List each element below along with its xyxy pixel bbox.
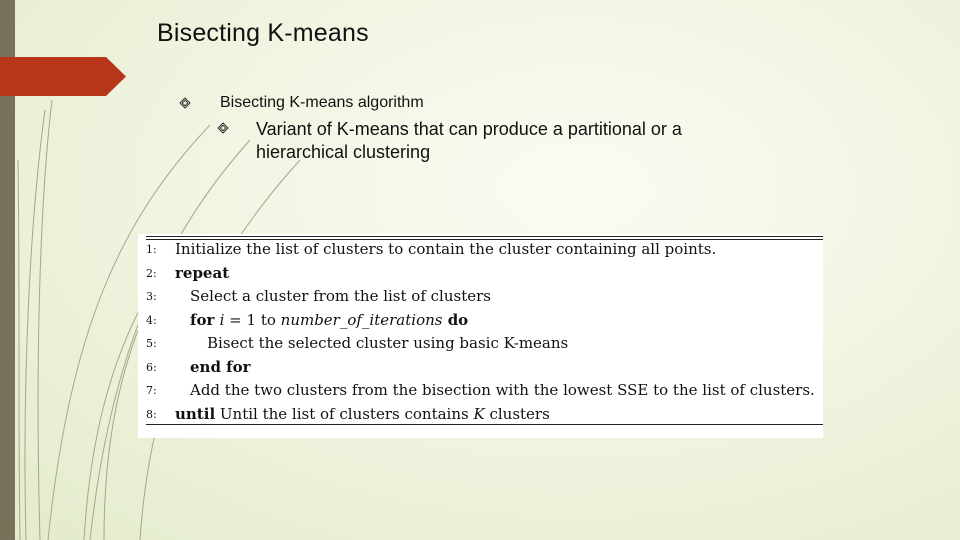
algorithm-line-text (175, 264, 229, 282)
algorithm-text-part: Add the two clusters from the bisection with the lowest SSE to the list of clusters. (190, 381, 815, 399)
algorithm-line-number: 1: (146, 243, 157, 256)
algorithm-text-part: clusters (484, 404, 550, 423)
bullet-level2-text: Variant of K-means that can produce a partitional or a hierarchical clustering (256, 119, 682, 162)
algorithm-keyword: for (190, 310, 220, 329)
algorithm-variable: number_of_iterations (280, 310, 443, 329)
slide-title: Bisecting K-means (157, 19, 369, 47)
algorithm-line-number: 4: (146, 313, 157, 327)
algorithm-variable: i (219, 310, 225, 329)
algorithm-text-part: Initialize the list of clusters to contain the cluster containing all points. (175, 240, 717, 258)
algorithm-keyword: repeat (175, 263, 230, 282)
algorithm-text-part: = 1 to (224, 310, 281, 329)
algorithm-variable: K (473, 404, 485, 423)
algorithm-line-number: 6: (146, 360, 157, 374)
algorithm-keyword: end for (190, 357, 251, 376)
algorithm-line-text (175, 240, 716, 258)
title-accent-tab (0, 57, 126, 96)
algorithm-box (138, 234, 823, 438)
algorithm-line-number: 5: (146, 337, 157, 350)
algorithm-line-number: 2: (146, 266, 157, 280)
algorithm-line-text (207, 334, 568, 352)
algorithm-keyword: until (175, 404, 216, 423)
algorithm-line-number: 7: (146, 384, 157, 397)
algorithm-line-text (190, 311, 468, 329)
algorithm-text-part: Select a cluster from the list of clusters (190, 287, 491, 305)
algorithm-line-text (190, 287, 491, 305)
algorithm-top-rule (146, 236, 823, 237)
algorithm-text-part: Until the list of clusters contains (215, 404, 474, 423)
algorithm-line-number: 3: (146, 290, 157, 303)
algorithm-line-text (190, 381, 815, 399)
algorithm-line-text (175, 405, 550, 423)
diamond-bullet-icon (179, 97, 191, 109)
algorithm-line-text (190, 358, 251, 376)
bullet-level1-text: Bisecting K-means algorithm (220, 94, 424, 111)
algorithm-keyword: do (442, 310, 469, 329)
diamond-bullet-icon (217, 122, 229, 134)
algorithm-text-part: Bisect the selected cluster using basic K-means (207, 334, 569, 352)
algorithm-bottom-rule (146, 424, 823, 425)
algorithm-line-number: 8: (146, 407, 157, 421)
